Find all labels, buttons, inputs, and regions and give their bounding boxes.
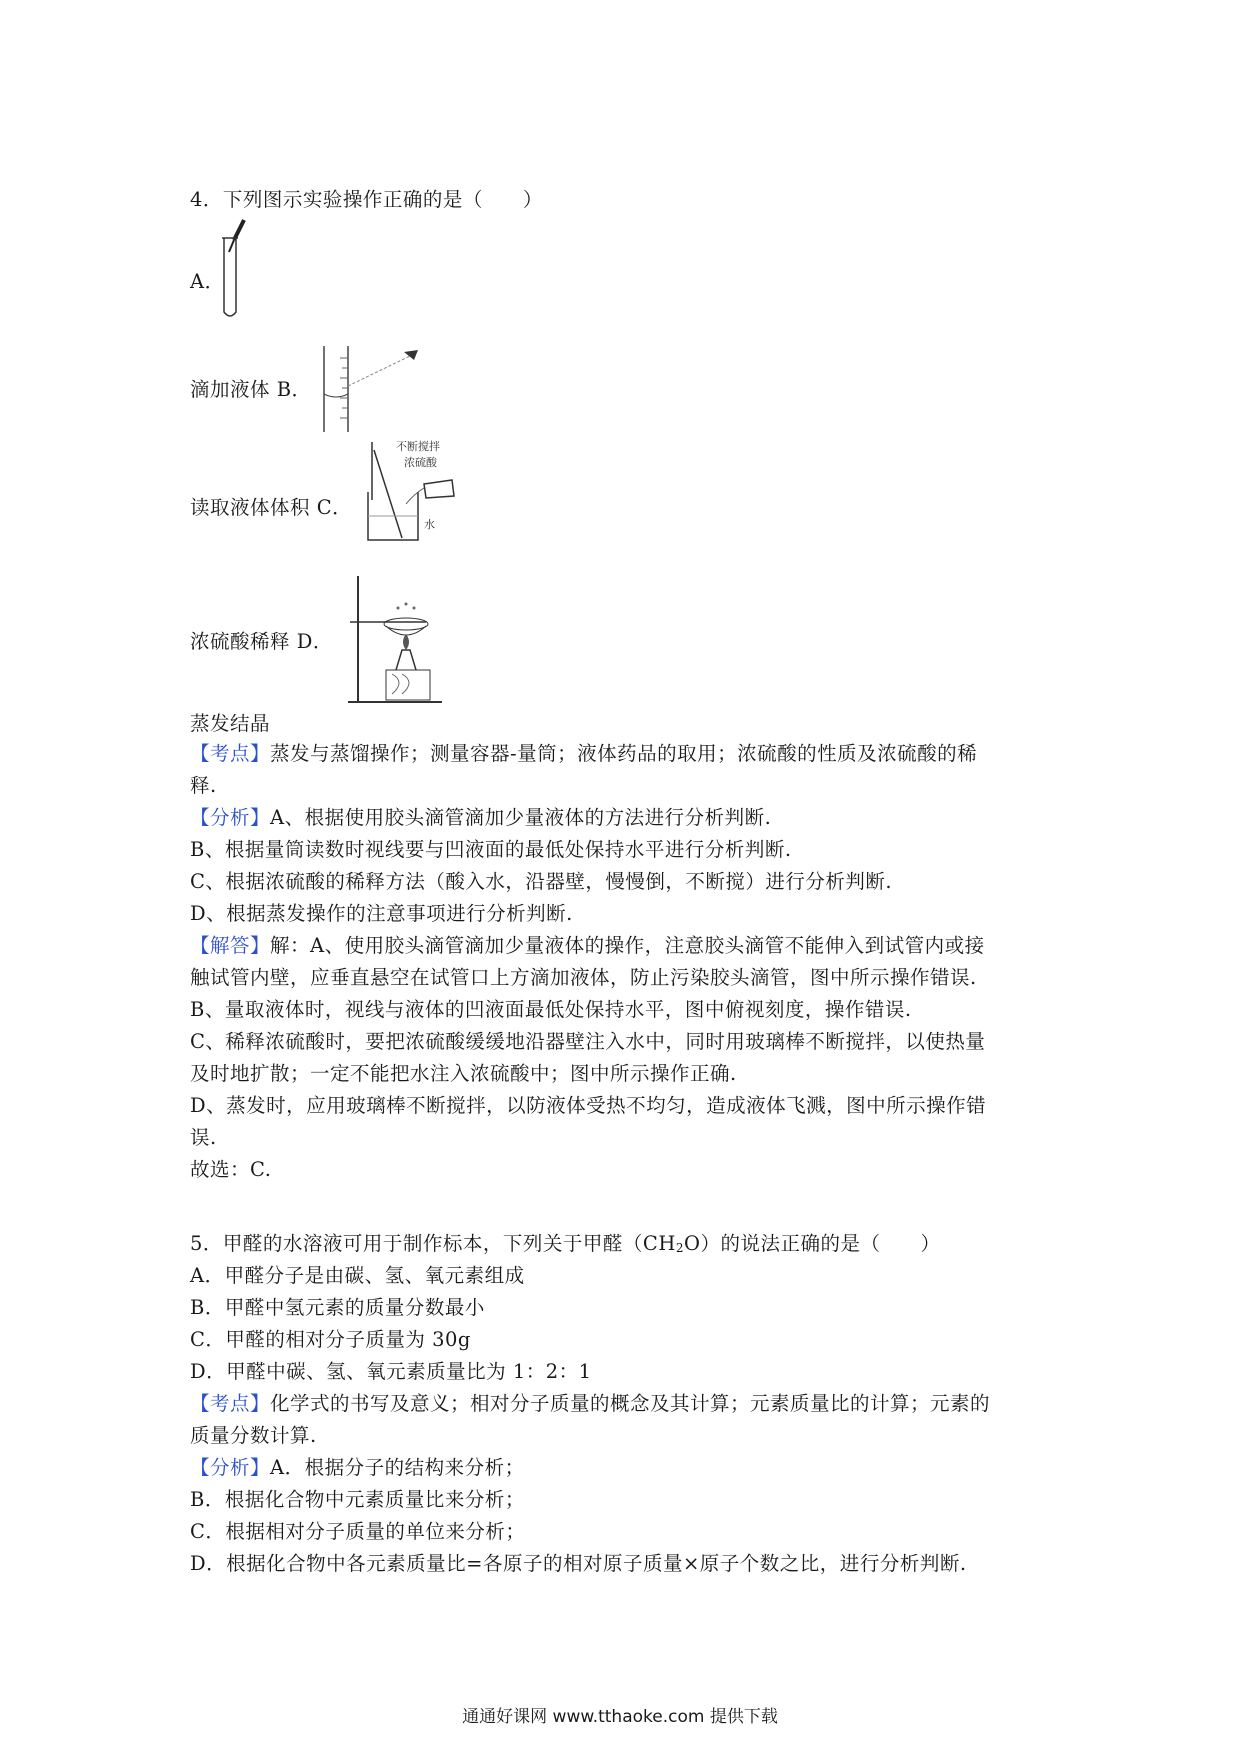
q4-kaodian-tag: 【考点】 [190,742,271,765]
q4-fenxi-text: A、根据使用胶头滴管滴加少量液体的方法进行分析判断. [270,806,772,829]
q4-fenxi-line-4: D、根据蒸发操作的注意事项进行分析判断. [190,902,573,925]
q5-fenxi-line-2: B．根据化合物中元素质量比来分析； [190,1488,525,1511]
q4-fenxi-line-2: B、根据量筒读数时视线要与凹液面的最低处保持水平进行分析判断. [190,838,792,861]
q4-fenxi-tag: 【分析】 [190,806,271,829]
graduated-cylinder-figure [318,344,428,436]
evaporation-figure [346,570,450,706]
q5-option-c: C．甲醛的相对分子质量为 30g [190,1328,471,1351]
q4-jieda-text: 解：A、使用胶头滴管滴加少量液体的操作，注意胶头滴管不能伸入到试管内或接 [270,934,985,957]
q4-jieda-line-1 [190,934,985,958]
fig-c-label-top: 不断搅拌 [396,440,440,453]
q5-kaodian-tag: 【考点】 [190,1392,271,1415]
q4-jieda-line-5: 及时地扩散；一定不能把水注入浓硫酸中；图中所示操作正确. [190,1062,737,1085]
q5-stem-post: O）的说法正确的是（ ） [683,1232,941,1255]
q5-stem-pre: 5．甲醛的水溶液可用于制作标本，下列关于甲醛（CH [190,1232,676,1255]
q5-kaodian-line-1 [190,1392,990,1416]
q5-option-b: B．甲醛中氢元素的质量分数最小 [190,1296,485,1319]
q4-caption-after-d: 蒸发结晶 [190,712,271,735]
q4-kaodian-line-1 [190,742,977,766]
q5-fenxi-text: A．根据分子的结构来分析； [270,1456,525,1479]
q4-jieda-line-3: B、量取液体时，视线与液体的凹液面最低处保持水平，图中俯视刻度，操作错误. [190,998,912,1021]
q4-fenxi-line-3: C、根据浓硫酸的稀释方法（酸入水，沿器壁，慢慢倒，不断搅）进行分析判断. [190,870,893,893]
q4-fenxi-line-1 [190,806,771,830]
dropper-test-tube-figure [218,216,258,322]
q4-kaodian-text: 蒸发与蒸馏操作；测量容器-量筒；液体药品的取用；浓硫酸的性质及浓硫酸的稀 [270,742,978,765]
q5-kaodian-line-2: 质量分数计算. [190,1424,317,1447]
q5-stem-sub: 2 [675,1241,684,1255]
q5-option-d: D．甲醛中碳、氢、氧元素质量比为 1：2：1 [190,1360,592,1383]
q4-kaodian-line-2: 释. [190,774,217,797]
q5-fenxi-line-1 [190,1456,525,1480]
q4-stem: 4．下列图示实验操作正确的是（ ） [190,188,543,211]
fig-c-label-water: 水 [424,518,435,531]
q5-fenxi-line-3: C．根据相对分子质量的单位来分析； [190,1520,526,1543]
q4-caption-c: 读取液体体积 C． [190,496,353,519]
q5-option-a: A．甲醛分子是由碳、氢、氧元素组成 [190,1264,525,1287]
q5-fenxi-line-4: D．根据化合物中各元素质量比=各原子的相对原子质量×原子个数之比，进行分析判断. [190,1552,967,1575]
page-footer: 通通好课网 www.tthaoke.com 提供下载 [462,1707,778,1727]
q4-jieda-line-4: C、稀释浓硫酸时，要把浓硫酸缓缓地沿器壁注入水中，同时用玻璃棒不断搅拌，以使热量 [190,1030,986,1053]
q4-jieda-line-6: D、蒸发时，应用玻璃棒不断搅拌，以防液体受热不均匀，造成液体飞溅，图中所示操作错 [190,1094,987,1117]
q5-stem [190,1232,940,1260]
q4-caption-d: 浓硫酸稀释 D． [190,630,333,653]
q4-jieda-tag: 【解答】 [190,934,271,957]
fig-c-label-mid: 浓硫酸 [404,456,437,469]
q4-jieda-line-2: 触试管内壁，应垂直悬空在试管口上方滴加液体，防止污染胶头滴管，图中所示操作错误. [190,966,977,989]
q4-caption-b: 滴加液体 B． [190,378,312,401]
q5-kaodian-text: 化学式的书写及意义；相对分子质量的概念及其计算；元素质量比的计算；元素的 [270,1392,991,1415]
q4-jieda-line-7: 误. [190,1126,217,1149]
acid-dilution-figure [362,440,466,544]
q4-answer: 故选：C. [190,1158,272,1181]
q4-option-a: A． [190,270,225,293]
q5-fenxi-tag: 【分析】 [190,1456,271,1479]
